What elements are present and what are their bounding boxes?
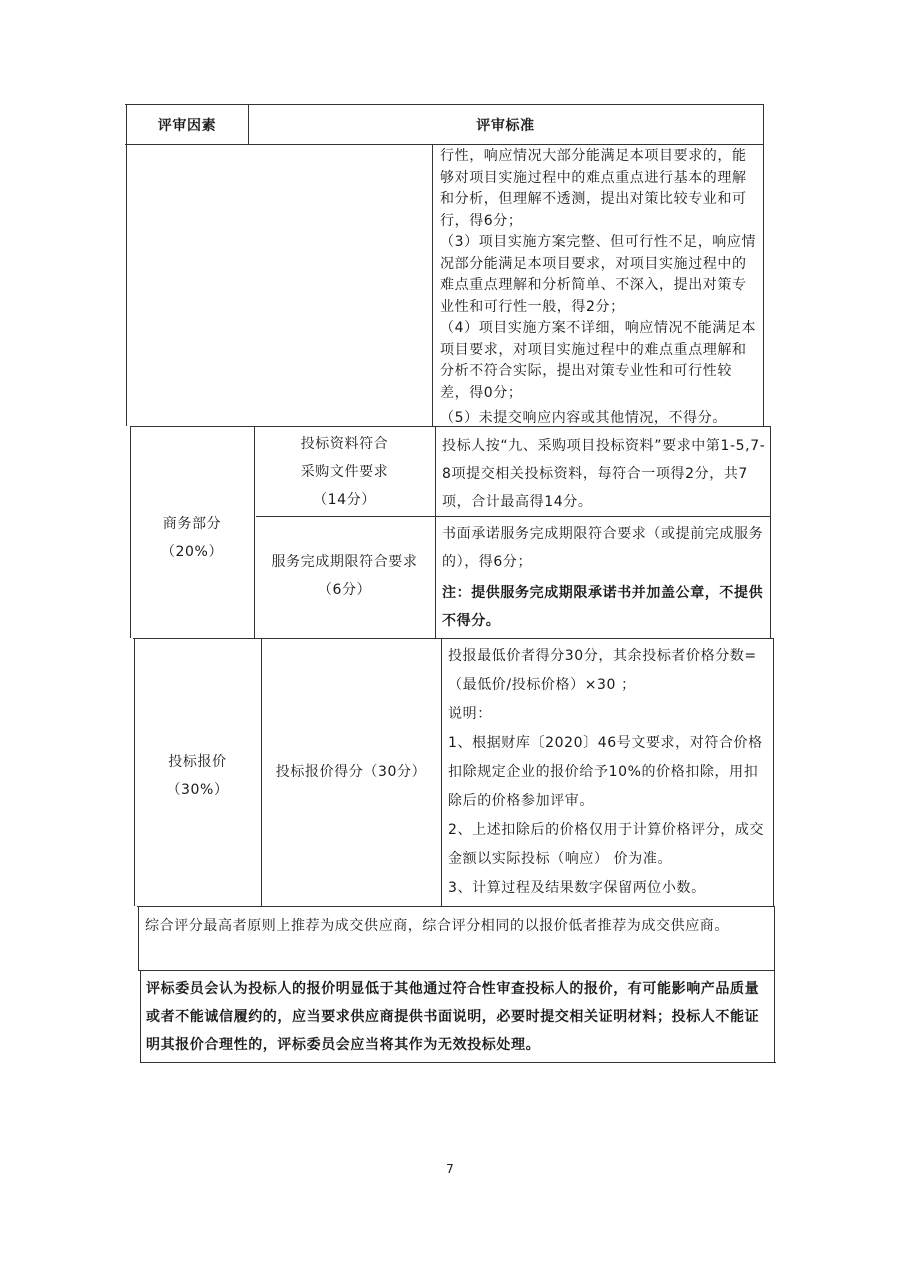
business-item-line: （14分） (313, 492, 376, 508)
table-border (138, 970, 775, 971)
price-standard-line: 2、上述扣除后的价格仅用于计算价格评分，成交金额以实际投标（响应） 价为准。 (448, 822, 765, 867)
table-border (140, 1062, 776, 1063)
price-standard-line: 1、根据财库〔2020〕46号文要求，对符合价格扣除规定企业的报价给予10%的价格扣除，用扣除后的价格参加评审。 (448, 735, 763, 809)
header-standard: 评审标准 (476, 118, 535, 134)
table-border (137, 906, 775, 907)
page-number: 7 (446, 1162, 454, 1176)
technical-text-paragraph: （3）项目实施方案完整、但可行性不足，响应情况部分能满足本项目要求，对项目实施过程中的难点重点理解和分析简单、不深入，提出对策专业性和可行性一般，得2分； (440, 234, 757, 315)
business-factor-weight: （20%） (160, 544, 224, 560)
price-factor-weight: （30%） (166, 782, 229, 798)
table-border (126, 104, 127, 426)
business-item-line: 投标资料符合 (300, 436, 389, 452)
table-border (432, 144, 433, 426)
technical-text-paragraph: （4）项目实施方案不详细，响应情况不能满足本项目要求，对项目实施过程中的难点重点理解和分析不符合实际，提出对策专业性和可行性较差，得0分； (440, 320, 757, 401)
price-standard-line: 说明： (448, 706, 492, 722)
business-item-line: 服务完成期限符合要求 (271, 554, 418, 570)
price-factor-name: 投标报价 (168, 754, 227, 770)
table-border (770, 426, 771, 638)
deadline-note: 注：提供服务完成期限承诺书并加盖公章，不提供不得分。 (442, 585, 764, 629)
price-standard-line: 3、计算过程及结果数字保留两位小数。 (448, 880, 706, 896)
business-item-line: （6分） (317, 582, 372, 598)
business-factor-name: 商务部分 (162, 516, 222, 532)
table-border (256, 516, 771, 517)
business-item-deadline (254, 548, 435, 604)
price-standard-line: 投报最低价者得分30分，其余投标者价格分数=（最低价/投标价格）×30 ； (448, 648, 757, 693)
table-border (773, 638, 774, 906)
price-item: 投标报价得分（30分） (275, 764, 427, 780)
table-border (774, 906, 775, 1062)
table-border (138, 906, 139, 970)
table-border (125, 104, 764, 105)
summary-text: 综合评分最高者原则上推荐为成交供应商，综合评分相同的以报价低者推荐为成交供应商。 (145, 918, 729, 934)
technical-standard-continuation (440, 146, 760, 430)
deadline-standard-text: 书面承诺服务完成期限符合要求（或提前完成服务的），得6分； (442, 526, 764, 570)
invalid-bid-note: 评标委员会认为投标人的报价明显低于其他通过符合性审查投标人的报价，有可能影响产品质量或者不能诚信履约的，应当要求供应商提供书面说明，必要时提交相关证明材料；投标人不能证明其报价合理性的，评标委员会应当将其作为无效投标处理。 (146, 981, 760, 1053)
table-border (125, 144, 764, 145)
business-standard-deadline (442, 520, 766, 635)
table-border (133, 638, 774, 639)
technical-text-paragraph: 行性，响应情况大部分能满足本项目要求的，能够对项目实施过程中的难点重点进行基本的理解和分析，但理解不透测，提出对策比较专业和可行，得6分； (440, 148, 747, 229)
table-border (441, 638, 442, 906)
header-factor: 评审因素 (157, 118, 217, 134)
price-standard (448, 642, 770, 903)
technical-text-paragraph: （5）未提交响应内容或其他情况，不得分。 (440, 410, 727, 426)
business-item-documents (254, 430, 435, 514)
table-border (763, 104, 764, 426)
business-item-line: 采购文件要求 (300, 464, 389, 480)
business-factor (130, 510, 254, 566)
business-standard-documents: 投标人按“九、采购项目投标资料”要求中第1-5,7-8项提交相关投标资料，每符合一项得2分，共7项，合计最高得14分。 (442, 438, 766, 510)
table-border (140, 970, 141, 1062)
price-factor (134, 748, 261, 804)
table-border (435, 426, 436, 638)
